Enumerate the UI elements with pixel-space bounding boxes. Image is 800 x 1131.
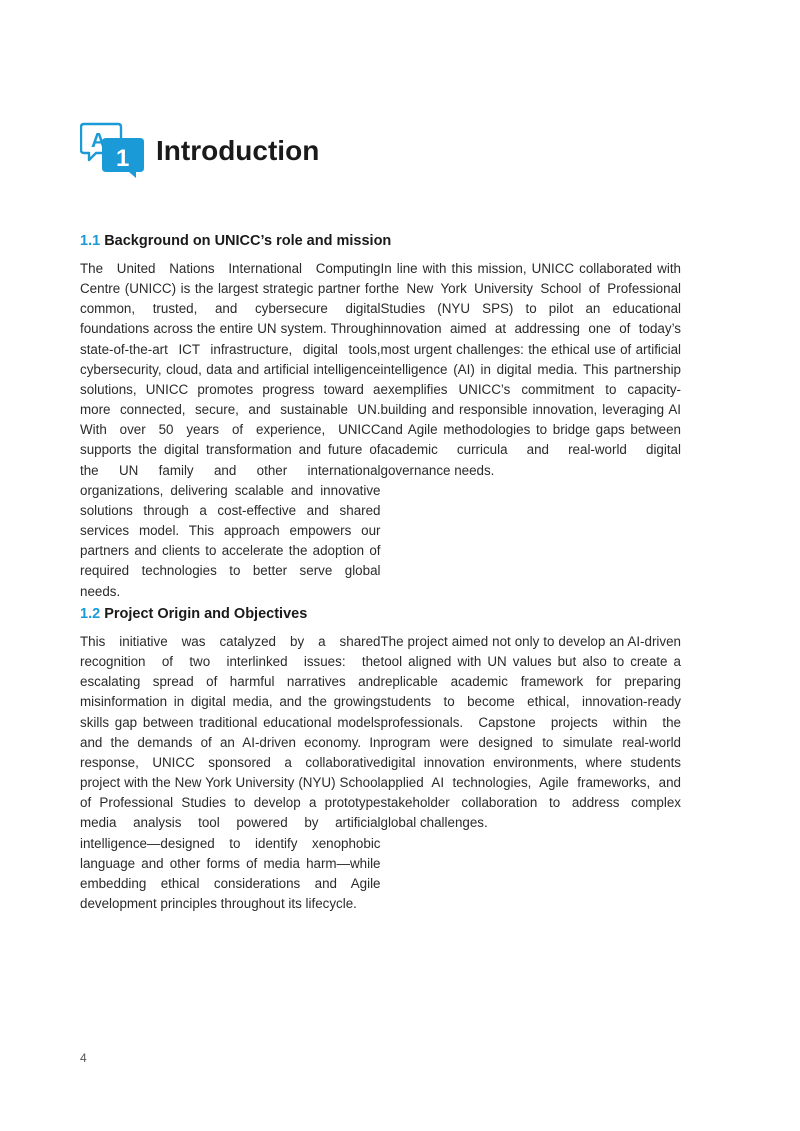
page-number: 4 (80, 1051, 87, 1065)
chapter-title-block (80, 120, 319, 178)
section-background (80, 233, 681, 602)
speech-bubble-number-icon (80, 120, 146, 178)
icon-number: 1 (116, 145, 130, 172)
section-title: Background on UNICC’s role and mission (104, 233, 392, 249)
paragraph: The project aimed not only to develop an AI-driven tool aligned with UN values but also to create a replicable academic framework for preparing students to become ethical, innovation-ready professionals. Capstone projects within the program were designed to simulate real-world digital innovation environments, where students applied AI technologies, Agile frameworks, and stakeholder collaboration to address complex global challenges. (380, 634, 681, 831)
left-column (80, 259, 381, 602)
right-column (381, 632, 682, 914)
section-number: 1.2 (80, 606, 101, 622)
right-column (381, 259, 682, 602)
section-number: 1.1 (80, 233, 101, 249)
paragraph: This initiative was catalyzed by a shared recognition of two interlinked issues: the escalating spread of harmful narratives and misinformation in digital media, and the growing skills gap between traditional educational models and the demands of an AI-driven economy. In response, UNICC sponsored a collaborative project with the New York University (NYU) School of Professional Studies to develop a prototype media analysis tool powered by artificial intelligence—designed to identify xenophobic language and other forms of media harm—while embedding ethical considerations and Agile development principles throughout its lifecycle. (80, 634, 381, 912)
page-title: Introduction (156, 135, 320, 166)
icon-letter: A (91, 130, 106, 152)
section-project-origin (80, 606, 681, 914)
section-heading (80, 233, 681, 249)
section-heading (80, 606, 681, 622)
paragraph: The United Nations International Computing Centre (UNICC) is the largest strategic partner for common, trusted, and cybersecure digital foundations across the entire UN system. Through state-of-the-art ICT infrastructure, digital tools, cybersecurity, cloud, data and artificial intelligence solutions, UNICC promotes progress toward a more connected, secure, and sustainable UN. With over 50 years of experience, UNICC supports the digital transformation and future of the UN family and other international organizations, delivering scalable and innovative solutions through a cost-effective and shared services model. This approach empowers our partners and clients to accelerate the adoption of required technologies to better serve global needs. (80, 261, 381, 599)
paragraph: In line with this mission, UNICC collaborated with the New York University School of Professional Studies (NYU SPS) to pilot an educational innovation aimed at addressing one of today’s most urgent challenges: the ethical use of artificial intelligence (AI) in digital media. This partnership exemplifies UNICC’s commitment to capacity-building and responsible innovation, leveraging AI and Agile methodologies to bridge gaps between academic curricula and real-world digital governance needs. (380, 261, 681, 478)
left-column (80, 632, 381, 914)
section-title: Project Origin and Objectives (104, 606, 308, 622)
